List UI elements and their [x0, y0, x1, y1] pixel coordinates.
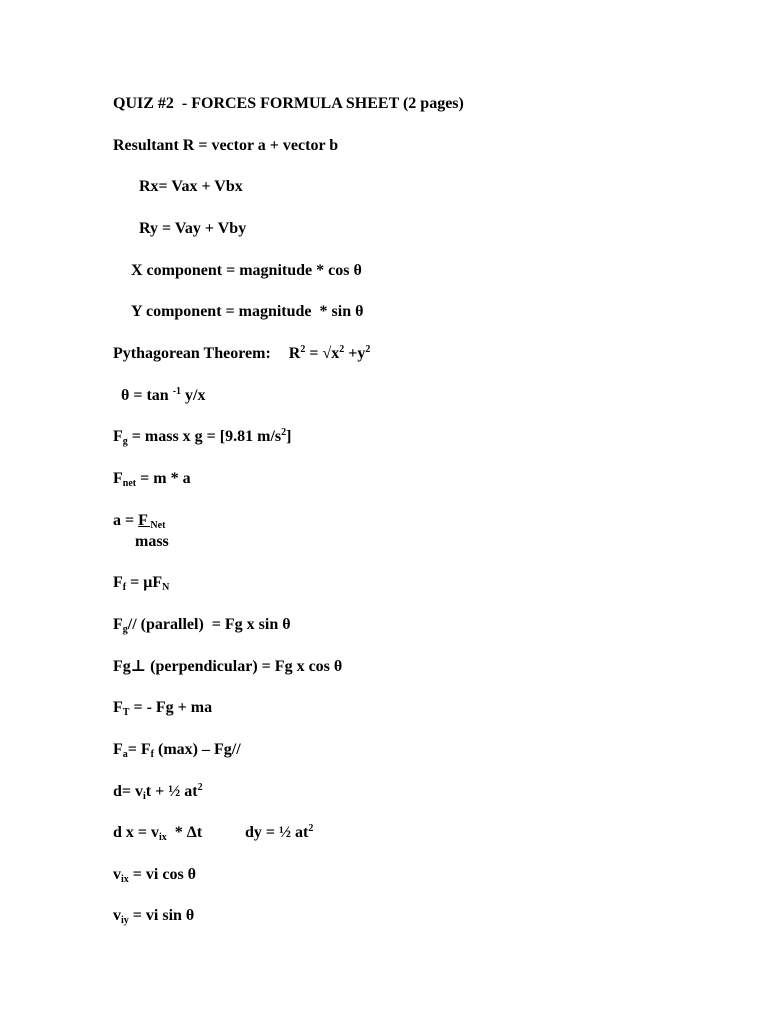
dy-half-at: dy = ½ at [245, 824, 309, 841]
theta-formula [121, 386, 206, 406]
vix-equation: = vi cos θ [128, 866, 197, 883]
pythag-x-exponent: 2 [339, 344, 345, 355]
fnet-subscript: net [122, 478, 137, 489]
y-component-formula: Y component = magnitude * sin θ [131, 303, 364, 320]
ff-equation: = μF [126, 574, 163, 591]
rx-formula: Rx= Vax + Vbx [139, 178, 243, 195]
ry-formula: Ry = Vay + Vby [139, 220, 247, 237]
gravity-force-formula [113, 427, 291, 447]
accel-numerator-f: F [138, 512, 148, 529]
friction-force-formula [113, 573, 169, 593]
net-force-formula [113, 469, 191, 489]
vix-symbol: v [113, 866, 121, 883]
page-title: QUIZ #2 - FORCES FORMULA SHEET (2 pages) [113, 95, 464, 112]
fg-parallel-subscript: g [122, 624, 128, 635]
fn-subscript: N [162, 582, 170, 593]
disp-exponent: 2 [197, 782, 203, 793]
fa-symbol: F [113, 741, 123, 758]
fg-close-bracket: ] [286, 428, 292, 445]
viy-formula [113, 906, 194, 926]
pythag-y-exponent: 2 [365, 344, 371, 355]
fg-parallel-equation: // (parallel) = Fg x sin θ [127, 616, 291, 633]
vix-subscript: ix [121, 874, 129, 885]
disp-t-half-at: t + ½ at [145, 783, 198, 800]
fg-subscript: g [122, 436, 128, 447]
accel-numerator-subscript: Net [147, 520, 166, 531]
fa-equals-ff: = F [127, 741, 151, 758]
fg-equation: = mass x g = [9.81 m/s [127, 428, 282, 445]
theta-y-over-x: y/x [181, 387, 206, 404]
acceleration-formula [113, 511, 165, 531]
ff-subscript: f [122, 582, 127, 593]
applied-force-formula [113, 740, 241, 760]
theta-tan: θ = tan [121, 387, 173, 404]
dy-exponent: 2 [308, 823, 314, 834]
disp-vi-subscript: i [143, 791, 146, 802]
fg-exponent: 2 [281, 427, 287, 438]
vix-formula [113, 865, 196, 885]
dx-equals-v: d x = v [113, 824, 160, 841]
fnet-equation: = m * a [136, 470, 191, 487]
pythag-plus-y: +y [344, 345, 366, 362]
acceleration-denominator: mass [135, 533, 169, 550]
viy-symbol: v [113, 907, 121, 924]
x-component-formula: X component = magnitude * cos θ [131, 262, 362, 279]
dx-delta-t: * Δt [166, 824, 203, 841]
ff-symbol: F [113, 574, 123, 591]
dx-v-subscript: ix [159, 832, 167, 843]
fa-subscript: a [122, 749, 128, 760]
fg-perpendicular-formula: Fg⊥ (perpendicular) = Fg x cos θ [113, 658, 343, 675]
resultant-formula: Resultant R = vector a + vector b [113, 137, 339, 154]
fg-parallel-symbol: F [113, 616, 123, 633]
pythagorean-label: Pythagorean Theorem: [113, 345, 271, 362]
pythag-sqrt-x: = √x [305, 345, 340, 362]
fg-symbol: F [113, 428, 123, 445]
pythag-r: R [288, 345, 301, 362]
displacement-formula [113, 782, 203, 802]
dx-formula [113, 823, 202, 843]
fa-ff-subscript: f [150, 749, 155, 760]
dy-formula [245, 823, 313, 843]
fg-parallel-formula [113, 615, 291, 635]
viy-equation: = vi sin θ [128, 907, 195, 924]
tension-force-formula [113, 698, 212, 718]
ft-symbol: F [113, 699, 123, 716]
fnet-symbol: F [113, 470, 123, 487]
pythagorean-formula [113, 344, 370, 364]
fa-rest: (max) – Fg// [154, 741, 241, 758]
accel-a-equals: a = [113, 512, 139, 529]
viy-subscript: iy [121, 915, 129, 926]
ft-subscript: T [122, 707, 130, 718]
disp-d-vi: d= v [113, 783, 144, 800]
ft-equation: = - Fg + ma [129, 699, 213, 716]
pythag-r-exponent: 2 [300, 344, 306, 355]
accel-numerator [138, 512, 165, 529]
theta-inverse-exponent: -1 [172, 386, 182, 397]
